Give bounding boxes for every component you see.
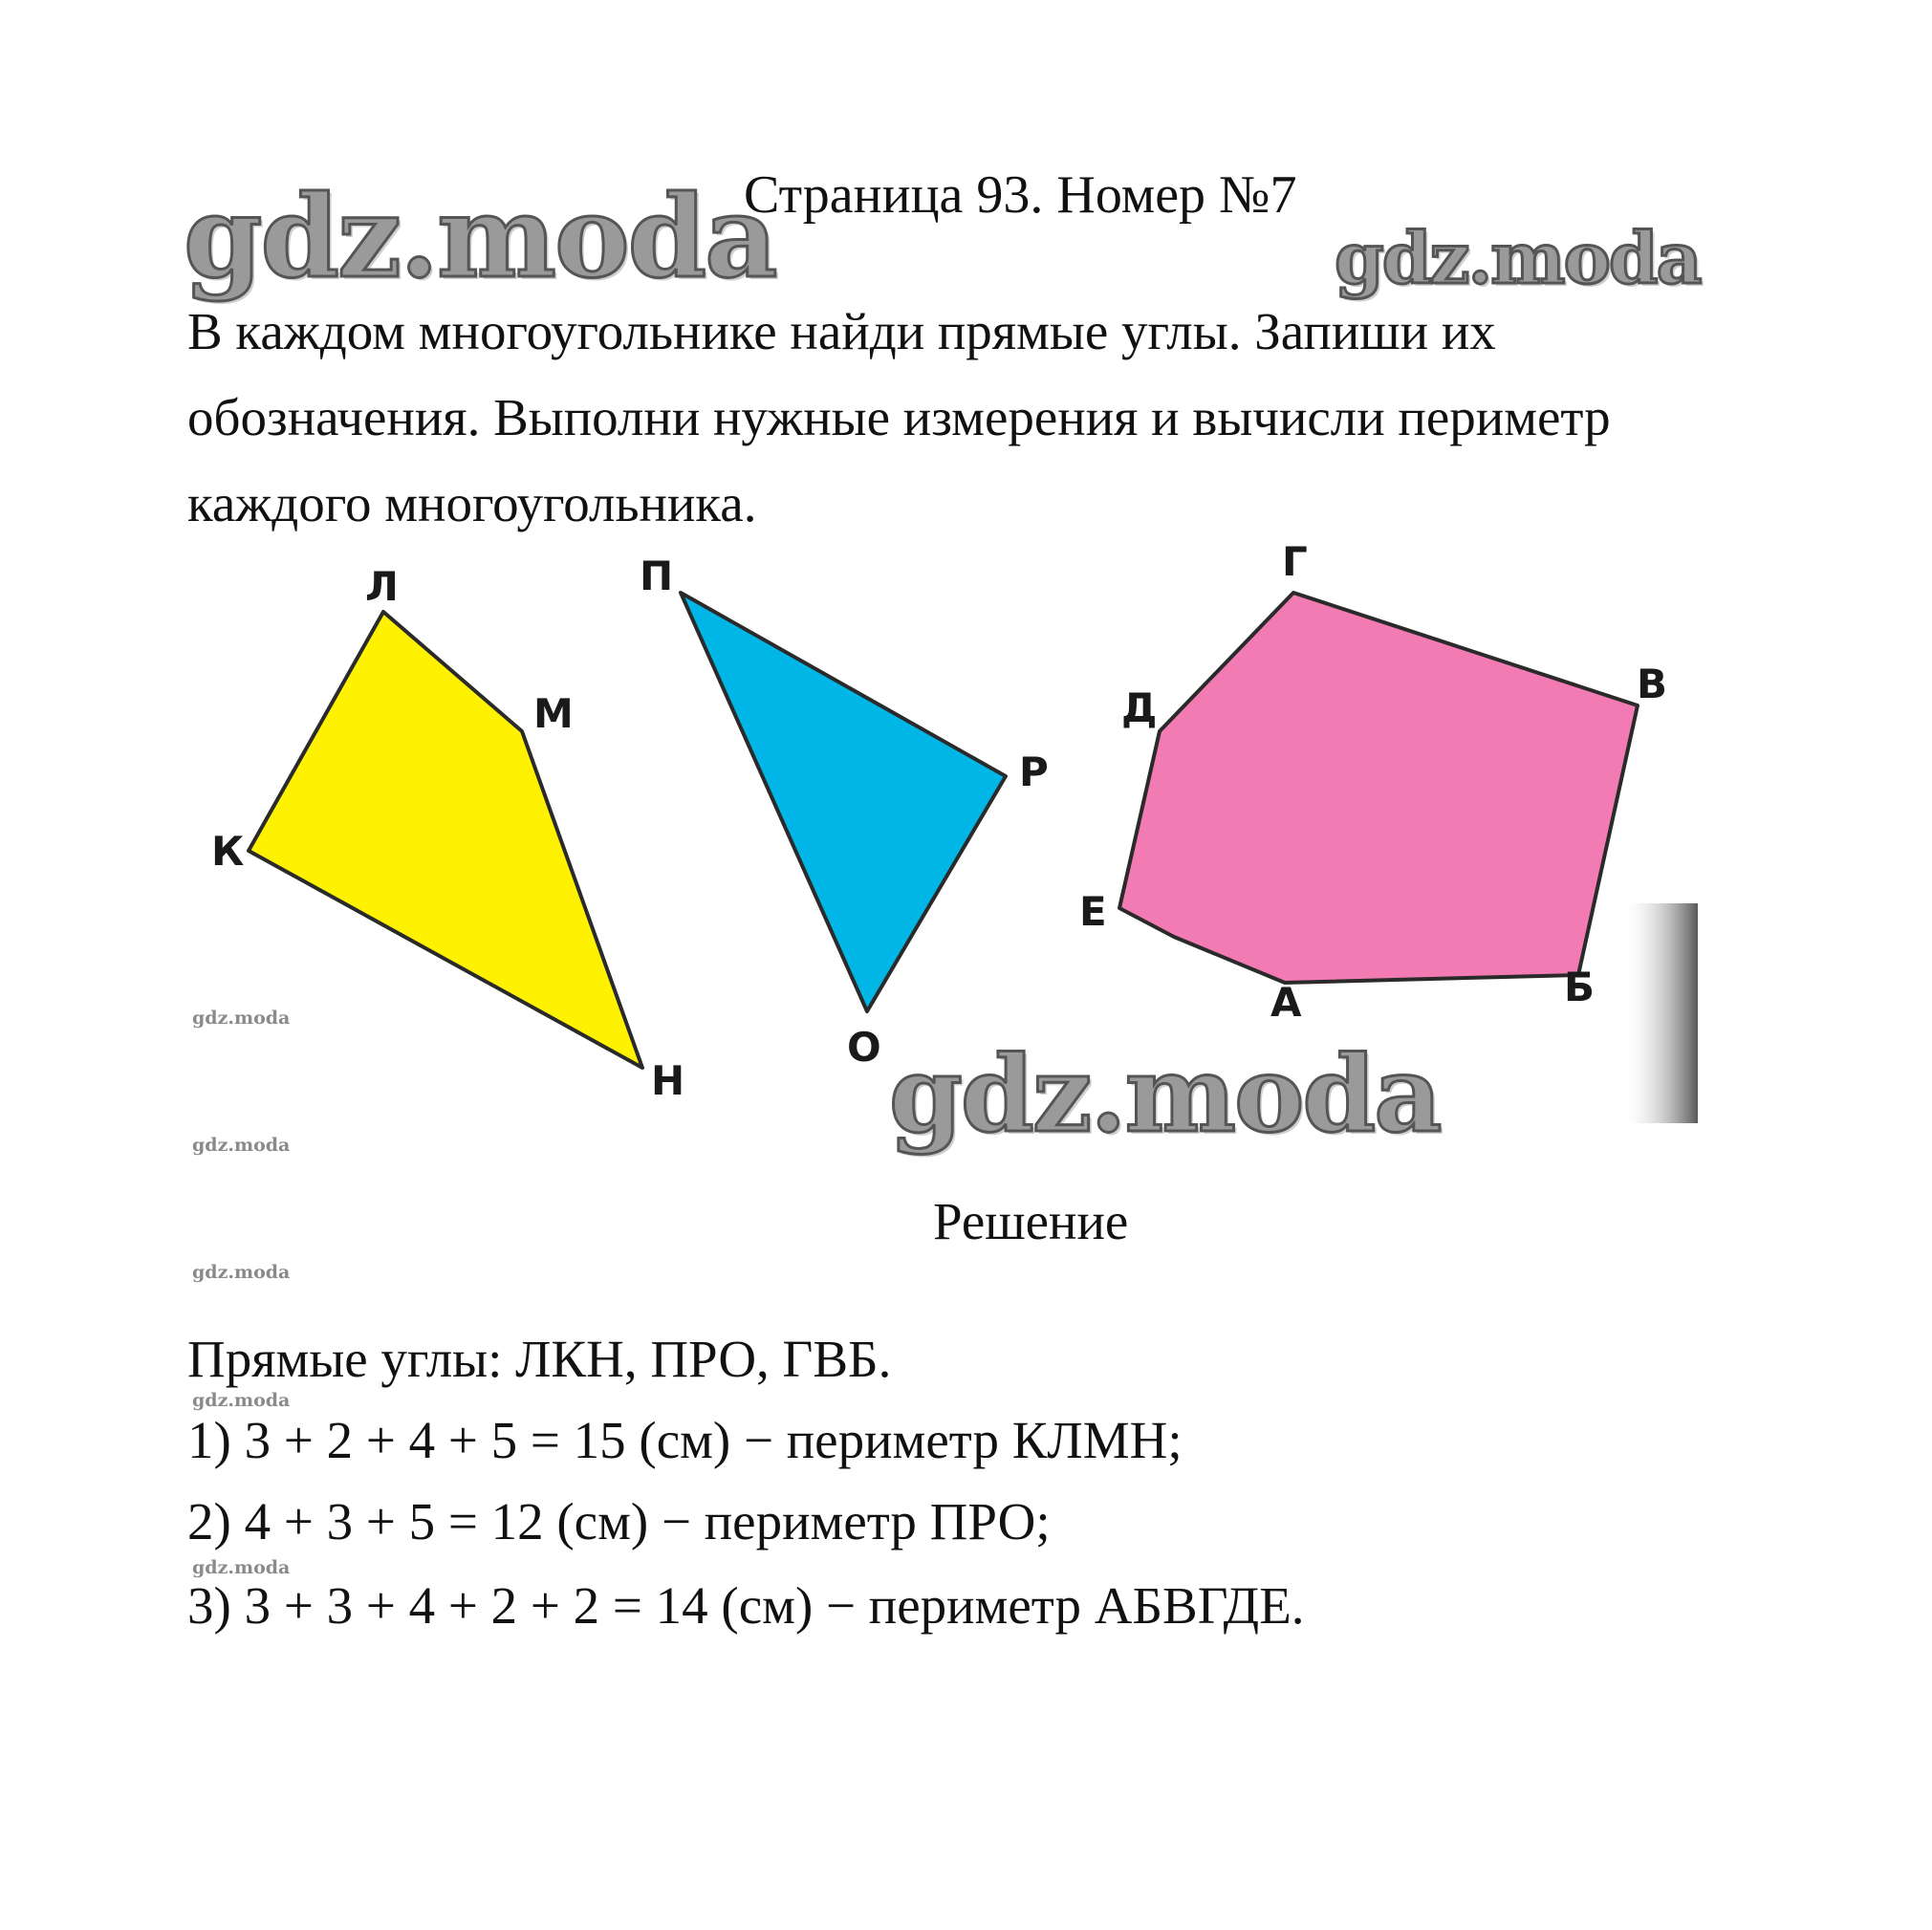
watermark-small-2: gdz.moda (192, 1135, 291, 1156)
triangle-pro (681, 593, 1006, 1011)
vertex-label-r: Р (1019, 748, 1049, 795)
watermark-small-5: gdz.moda (192, 1557, 291, 1578)
watermark-center: gdz.moda (889, 1032, 1441, 1156)
solution-line-2: 1) 3 + 2 + 4 + 5 = 15 (см) − периметр КЛМН; (187, 1411, 1183, 1469)
vertex-label-g: Г (1282, 540, 1308, 585)
vertex-label-o: О (847, 1024, 881, 1071)
vertex-label-b: Б (1564, 964, 1596, 1010)
task-text (187, 289, 1813, 547)
scan-shadow (1621, 903, 1698, 1123)
task-line-3: каждого многоугольника. (187, 474, 757, 532)
page-title: Страница 93. Номер №7 (744, 165, 1297, 225)
solution-line-1: Прямые углы: ЛКН, ПРО, ГВБ. (187, 1330, 892, 1388)
watermark-top-left: gdz.moda (184, 170, 776, 303)
vertex-label-a: А (1270, 979, 1302, 1026)
watermark-small-4: gdz.moda (192, 1390, 291, 1411)
watermark-small-1: gdz.moda (192, 1008, 291, 1029)
solution-line-4: 3) 3 + 3 + 4 + 2 + 2 = 14 (см) − периметр АБВГДЕ. (187, 1576, 1305, 1635)
task-line-2: обозначения. Выполни нужные измерения и вычисли периметр (187, 388, 1611, 446)
vertex-label-e: Е (1079, 888, 1107, 935)
quadrilateral-klmn (249, 612, 642, 1068)
vertex-label-m: М (533, 690, 574, 737)
vertex-label-n: Н (651, 1057, 685, 1104)
vertex-label-p: П (640, 553, 674, 599)
watermark-top-right: gdz.moda (1335, 218, 1701, 300)
solution-title: Решение (933, 1192, 1129, 1250)
vertex-label-d: Д (1121, 684, 1158, 731)
vertex-label-l: Л (365, 563, 399, 610)
vertex-label-v: В (1637, 661, 1668, 707)
vertex-label-k: К (211, 828, 245, 875)
solution-line-3: 2) 4 + 3 + 5 = 12 (см) − периметр ПРО; (187, 1492, 1051, 1551)
task-line-1: В каждом многоугольнике найди прямые углы. Запиши их (187, 302, 1496, 360)
hexagon-abvgde (1119, 593, 1638, 983)
watermark-small-3: gdz.moda (192, 1262, 291, 1283)
